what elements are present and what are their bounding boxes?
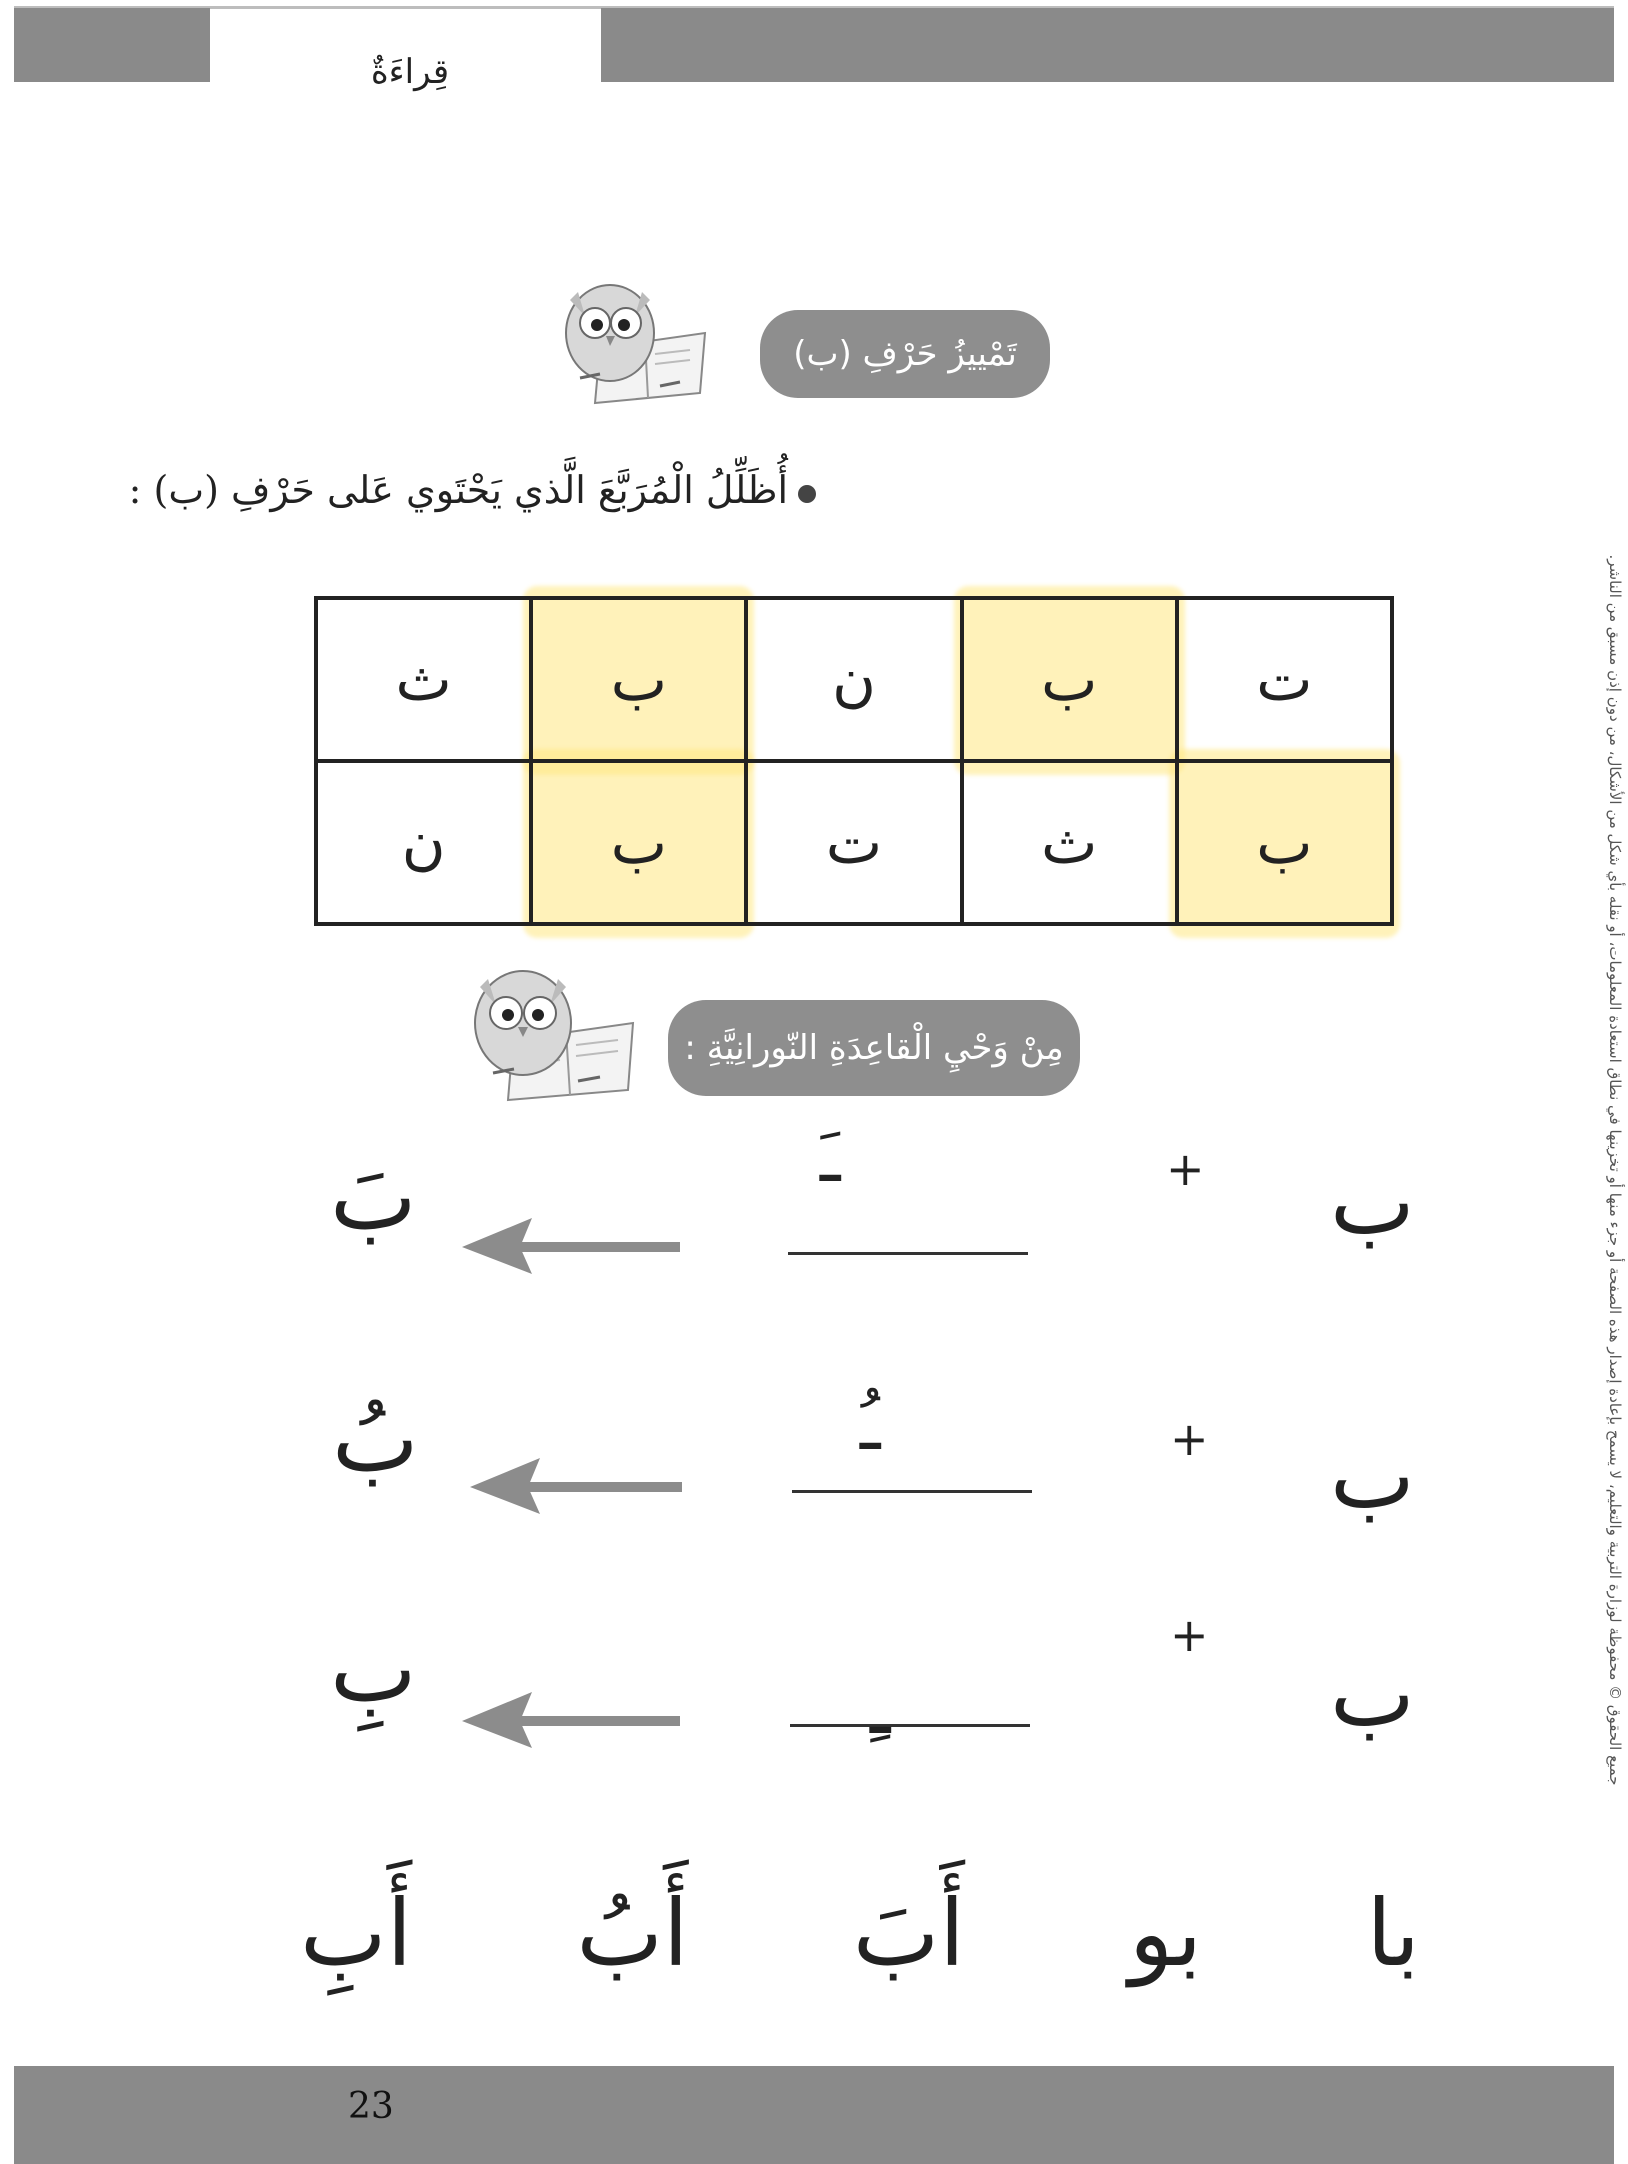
syllable-item: أَبَ (852, 1880, 965, 1987)
syllable-item: أَبِ (300, 1880, 413, 1987)
blank-line (790, 1724, 1030, 1727)
blank-line (788, 1252, 1028, 1255)
diacritic-mark: ـُ (860, 1384, 881, 1466)
grid-cell-shaded[interactable]: ب (531, 761, 746, 924)
plus-sign: + (1166, 1142, 1205, 1196)
exercise-row-kasra (0, 1608, 1628, 1830)
diacritic-mark: ـِ (870, 1668, 891, 1750)
arrow-left-icon (462, 1692, 680, 1748)
base-letter: ب (1330, 1424, 1415, 1529)
grid-cell-shaded[interactable]: ب (1177, 761, 1392, 924)
result-syllable: بُ (332, 1386, 419, 1493)
grid-cell[interactable]: ت (746, 761, 961, 924)
exercise-row-fatha (0, 1116, 1628, 1350)
letter-grid (314, 596, 1394, 926)
header-bar-left (14, 8, 210, 82)
grid-cell[interactable]: ث (962, 761, 1177, 924)
page-number: 23 (348, 2086, 394, 2127)
syllable-list (300, 1880, 1420, 1987)
result-syllable: بَ (330, 1144, 417, 1251)
plus-sign: + (1170, 1608, 1209, 1662)
owl-reading-icon (540, 278, 720, 408)
syllable-item: با (1366, 1880, 1420, 1987)
arrow-left-icon (462, 1218, 680, 1274)
base-letter: ب (1330, 1150, 1415, 1255)
grid-cell[interactable]: ث (316, 598, 531, 761)
grid-cell-shaded[interactable]: ب (531, 598, 746, 761)
exercise-row-damma (0, 1384, 1628, 1592)
arrow-left-icon (470, 1458, 682, 1514)
owl-reading-icon (448, 965, 648, 1105)
syllable-item: أَبُ (576, 1880, 689, 1987)
copyright-notice: جميع الحقوق © محفوظة لوزارة التربية والتعليم، لا يسمح بإعادة إصدار هذه الصفحة أو جزء منها أو تخزينها في نطاق استعادة المعلومات، أو نقله بأي شكل من الأشكال، من دون إذن مسبق من الناشر. (1606, 554, 1624, 1786)
plus-sign: + (1170, 1412, 1209, 1466)
page-title: قِراءَةٌ (370, 52, 450, 92)
instruction-text: أُظَلِّلُ الْمُرَبَّعَ الَّذي يَحْتَوي عَلى حَرْفِ (ب) : (16, 468, 816, 512)
result-syllable: بِ (330, 1616, 417, 1723)
diacritic-mark: ـَ (820, 1116, 841, 1198)
grid-cell[interactable]: ن (316, 761, 531, 924)
section-label-letter-distinction: تَمْييزُ حَرْفِ (ب) (760, 310, 1050, 398)
grid-cell[interactable]: ن (746, 598, 961, 761)
footer-bar (14, 2066, 1614, 2164)
header-bar-right (601, 8, 1614, 82)
section-label-nuraniya-rule: مِنْ وَحْيِ الْقاعِدَةِ النّورانِيَّةِ : (668, 1000, 1080, 1096)
grid-cell[interactable]: ت (1177, 598, 1392, 761)
syllable-item: بو (1129, 1880, 1203, 1987)
bullet-icon (798, 485, 816, 503)
grid-cell-shaded[interactable]: ب (962, 598, 1177, 761)
blank-line (792, 1490, 1032, 1493)
base-letter: ب (1330, 1642, 1415, 1747)
